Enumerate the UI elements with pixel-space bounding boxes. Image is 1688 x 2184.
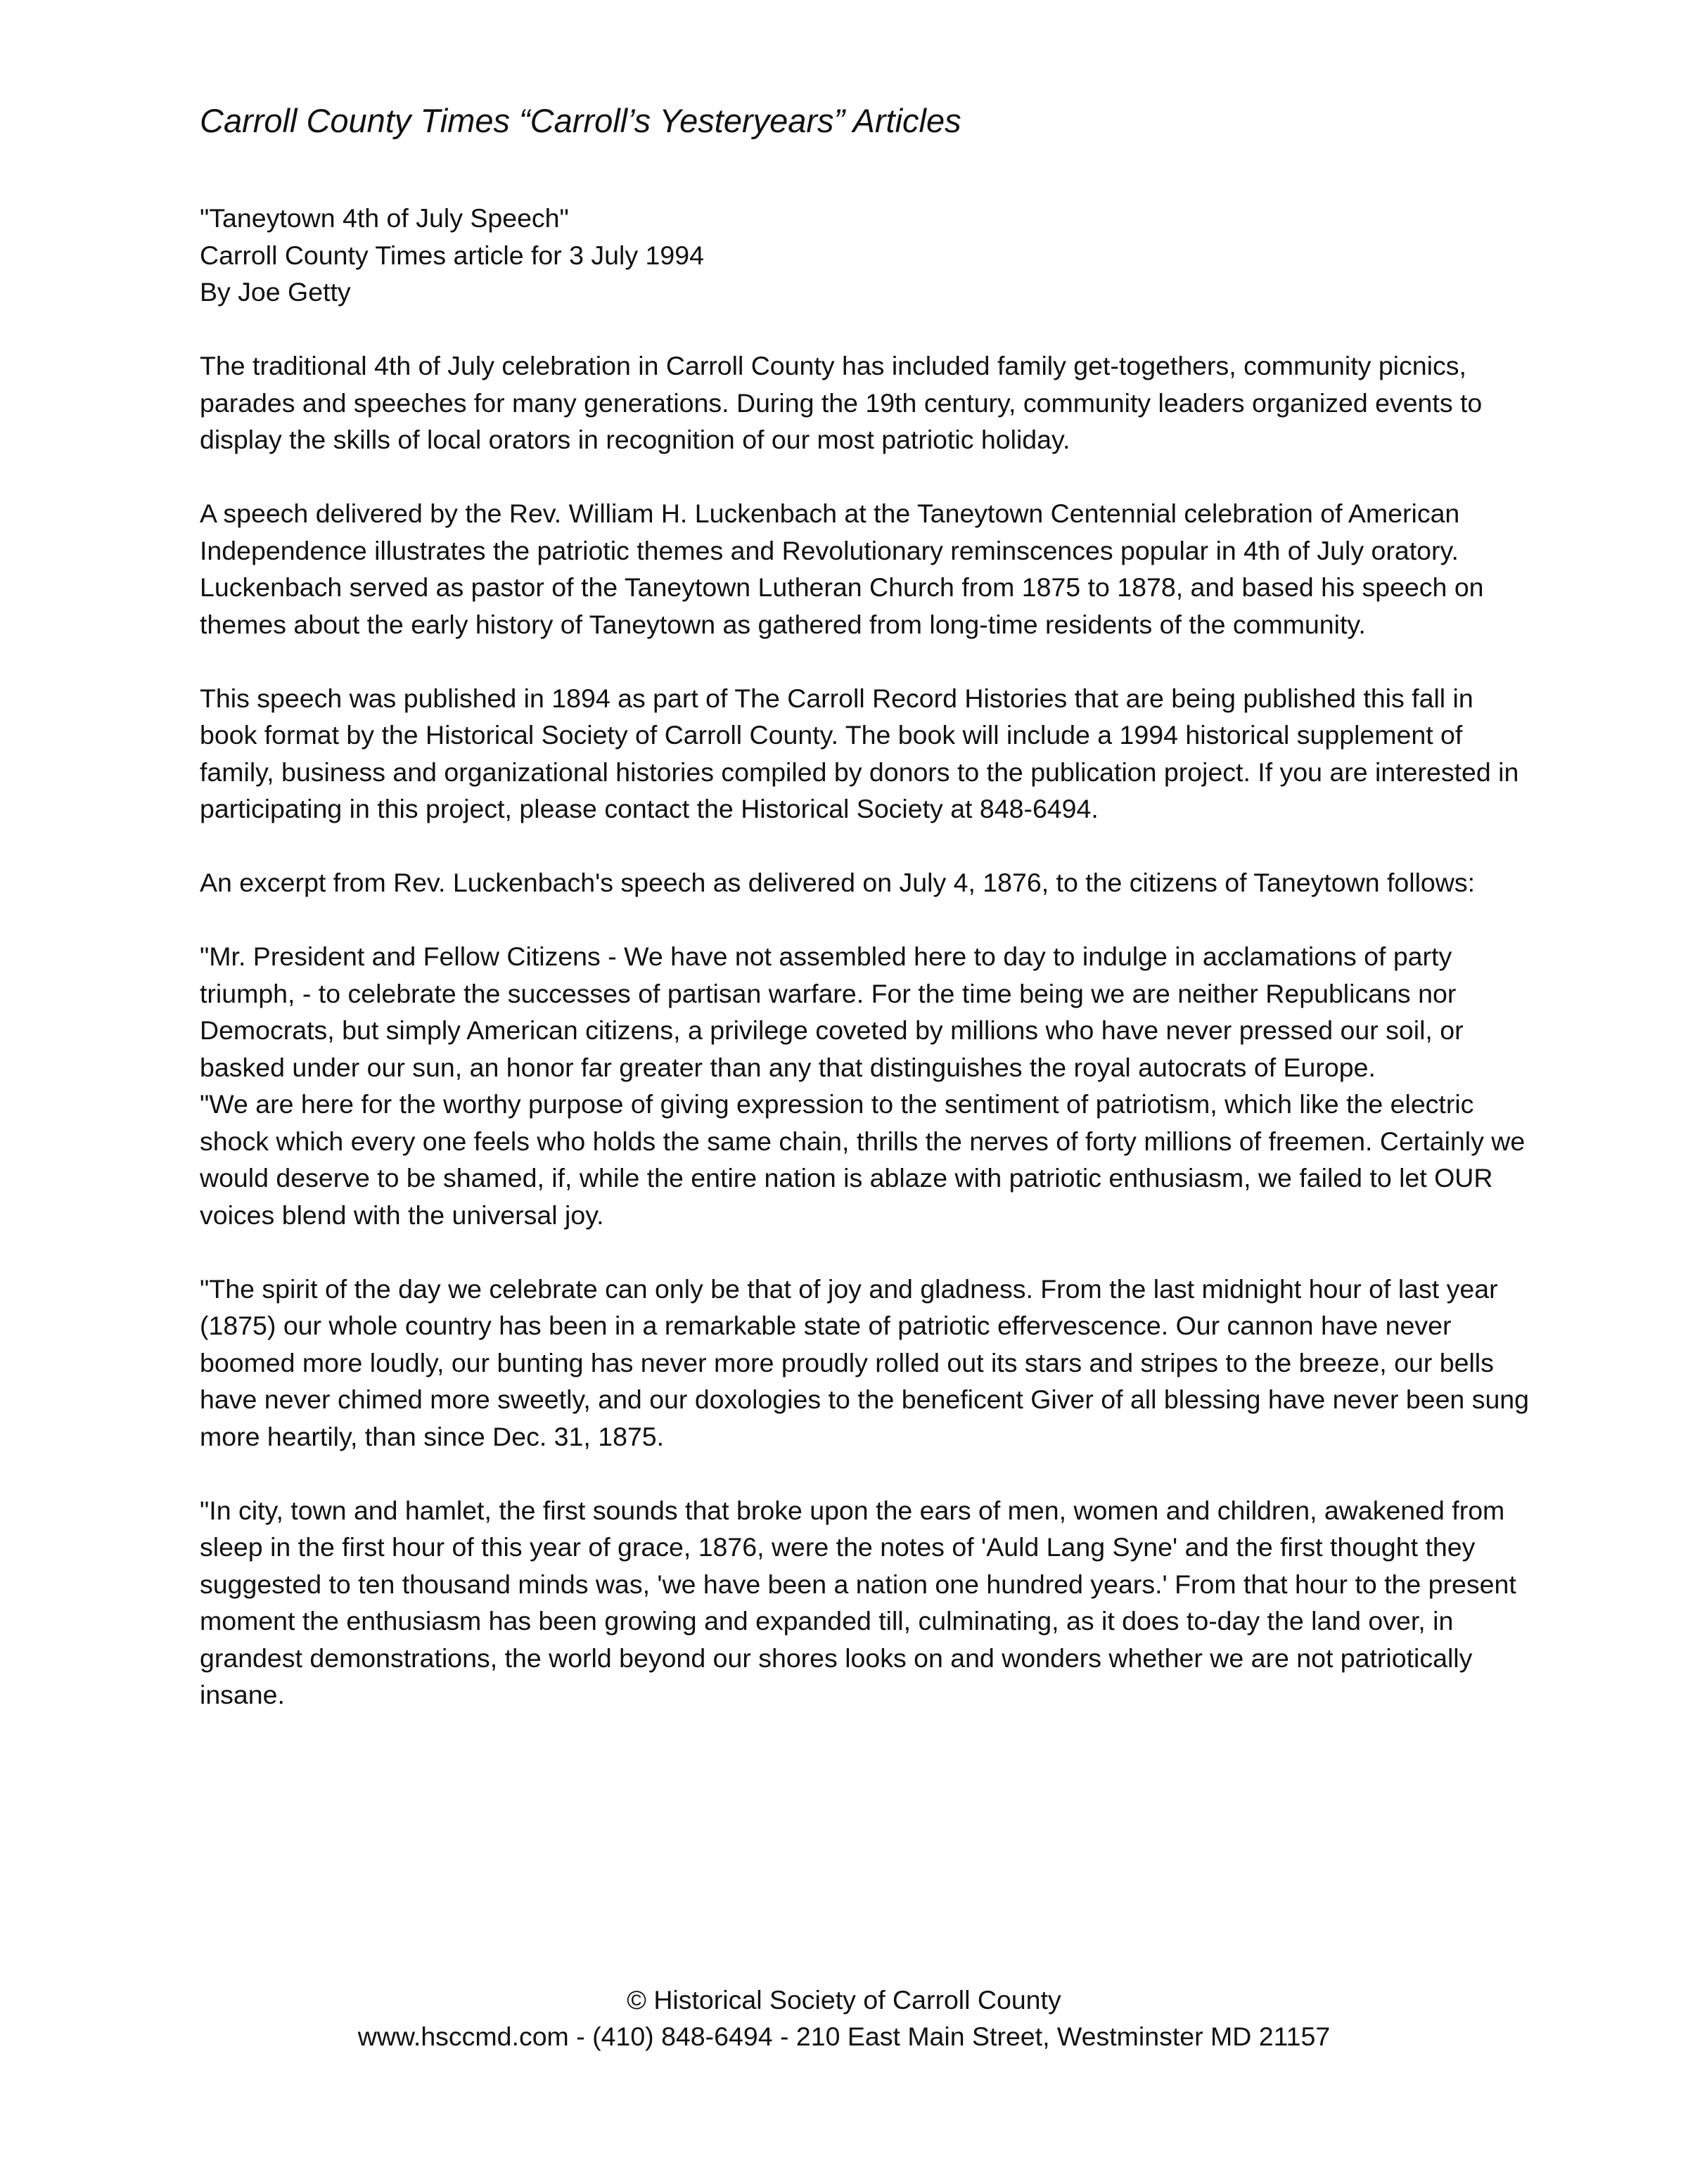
- paragraph-speech-2: "We are here for the worthy purpose of giving expression to the sentiment of patriotism, which like the electric shock which every one feels who holds the same chain, thrills the nerves of forty millions of freemen. Certainly we would deserve to be shamed, if, while the entire nation is ablaze with patriotic enthusiasm, we failed to let OUR voices blend with the universal joy.: [200, 1089, 1526, 1230]
- paragraph-luckenbach: A speech delivered by the Rev. William H. Luckenbach at the Taneytown Centennial celebration of American Independence illustrates the patriotic themes and Revolutionary reminscences popular in 4th of July oratory. Luckenbach served as pastor of the Taneytown Lutheran Church from 1875 to 1878, and based his speech on themes about the early history of Taneytown as gathered from long-time residents of the community.: [200, 499, 1484, 639]
- series-title: Carroll County Times “Carroll’s Yesteryears” Articles: [200, 102, 961, 139]
- article-byline: By Joe Getty: [200, 277, 351, 307]
- footer-contact: www.hsccmd.com - (410) 848-6494 - 210 East Main Street, Westminster MD 21157: [357, 2022, 1331, 2051]
- paragraph-excerpt-intro: An excerpt from Rev. Luckenbach's speech as delivered on July 4, 1876, to the citizens of Taneytown follows:: [200, 868, 1476, 897]
- paragraph-intro: The traditional 4th of July celebration in Carroll County has included family get-togethers, community picnics, parades and speeches for many generations. During the 19th century, community leaders organized events to display the skills of local orators in recognition of our most patriotic holiday.: [200, 351, 1483, 454]
- footer-copyright: © Historical Society of Carroll County: [627, 1985, 1061, 2015]
- article-meta: [200, 200, 1536, 311]
- page-footer: [0, 1981, 1688, 2055]
- paragraph-publication: This speech was published in 1894 as part of The Carroll Record Histories that are being published this fall in book format by the Historical Society of Carroll County. The book will include a 1994 historical supplement of family, business and organizational histories compiled by donors to the publication project. If you are interested in participating in this project, please contact the Historical Society at 848-6494.: [200, 683, 1519, 823]
- paragraph-speech-4: "In city, town and hamlet, the first sounds that broke upon the ears of men, women and children, awakened from sleep in the first hour of this year of grace, 1876, were the notes of 'Auld Lang Syne' and the first thought they suggested to ten thousand minds was, 'we have been a nation one hundred years.' From that hour to the present moment the enthusiasm has been growing and expanded till, culminating, as it does to-day the land over, in grandest demonstrations, the world beyond our shores looks on and wonders whether we are not patriotically insane.: [200, 1495, 1516, 1709]
- paragraph-speech-3: "The spirit of the day we celebrate can only be that of joy and gladness. From the last midnight hour of last year (1875) our whole country has been in a remarkable state of patriotic effervescence. Our cannon have never boomed more loudly, our bunting has never more proudly rolled out its stars and stripes to the breeze, our bells have never chimed more sweetly, and our doxologies to the beneficent Giver of all blessing have never been sung more heartily, than since Dec. 31, 1875.: [200, 1273, 1530, 1451]
- article-body: [200, 200, 1536, 1714]
- article-publication: Carroll County Times article for 3 July 1994: [200, 240, 704, 270]
- article-title: "Taneytown 4th of July Speech": [200, 203, 569, 233]
- paragraph-speech-1: "Mr. President and Fellow Citizens - We have not assembled here to day to indulge in acclamations of party triumph, - to celebrate the successes of partisan warfare. For the time being we are neither Republicans nor Democrats, but simply American citizens, a privilege coveted by millions who have never pressed our soil, or basked under our sun, an honor far greater than any that distinguishes the royal autocrats of Europe.: [200, 942, 1464, 1082]
